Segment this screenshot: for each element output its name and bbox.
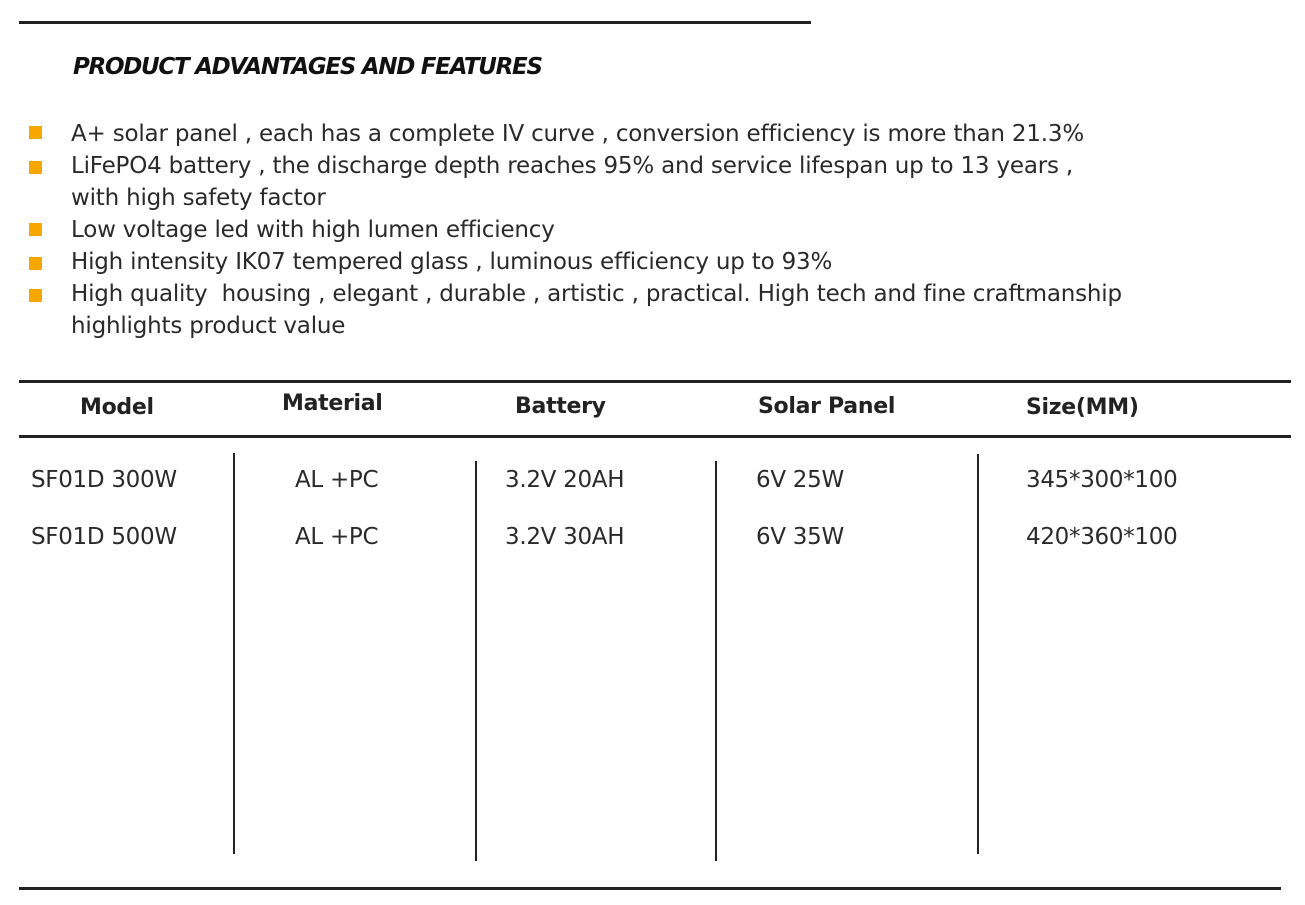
feature-text: High quality housing , elegant , durable , artistic , practical. High tech and fine craftmanship <box>71 281 1122 307</box>
cell-material: AL +PC <box>295 524 379 550</box>
header-model: Model <box>80 395 154 420</box>
cell-solar-panel: 6V 35W <box>756 524 844 550</box>
square-bullet-icon <box>29 257 42 270</box>
cell-size: 345*300*100 <box>1026 467 1178 493</box>
header-material: Material <box>282 391 383 416</box>
column-divider <box>715 461 717 861</box>
feature-text: A+ solar panel , each has a complete IV curve , conversion efficiency is more than 21.3% <box>71 121 1084 147</box>
header-solar-panel: Solar Panel <box>758 394 896 419</box>
section-title: PRODUCT ADVANTAGES AND FEATURES <box>73 54 542 80</box>
header-size: Size(MM) <box>1026 395 1139 420</box>
cell-size: 420*360*100 <box>1026 524 1178 550</box>
square-bullet-icon <box>29 161 42 174</box>
table-header-border <box>19 435 1291 438</box>
header-battery: Battery <box>515 394 606 419</box>
top-divider <box>19 21 811 24</box>
column-divider <box>233 453 235 854</box>
table-top-border <box>19 380 1291 383</box>
cell-battery: 3.2V 30AH <box>505 524 625 550</box>
column-divider <box>977 454 979 854</box>
cell-model: SF01D 500W <box>31 524 177 550</box>
square-bullet-icon <box>29 223 42 236</box>
square-bullet-icon <box>29 289 42 302</box>
bottom-divider <box>19 887 1281 890</box>
cell-material: AL +PC <box>295 467 379 493</box>
feature-text-continued: with high safety factor <box>71 185 326 211</box>
cell-solar-panel: 6V 25W <box>756 467 844 493</box>
feature-text: LiFePO4 battery , the discharge depth reaches 95% and service lifespan up to 13 years , <box>71 153 1073 179</box>
feature-text-continued: highlights product value <box>71 313 346 339</box>
column-divider <box>475 461 477 861</box>
feature-text: High intensity IK07 tempered glass , luminous efficiency up to 93% <box>71 249 833 275</box>
cell-battery: 3.2V 20AH <box>505 467 625 493</box>
square-bullet-icon <box>29 126 42 139</box>
cell-model: SF01D 300W <box>31 467 177 493</box>
feature-text: Low voltage led with high lumen efficiency <box>71 217 555 243</box>
